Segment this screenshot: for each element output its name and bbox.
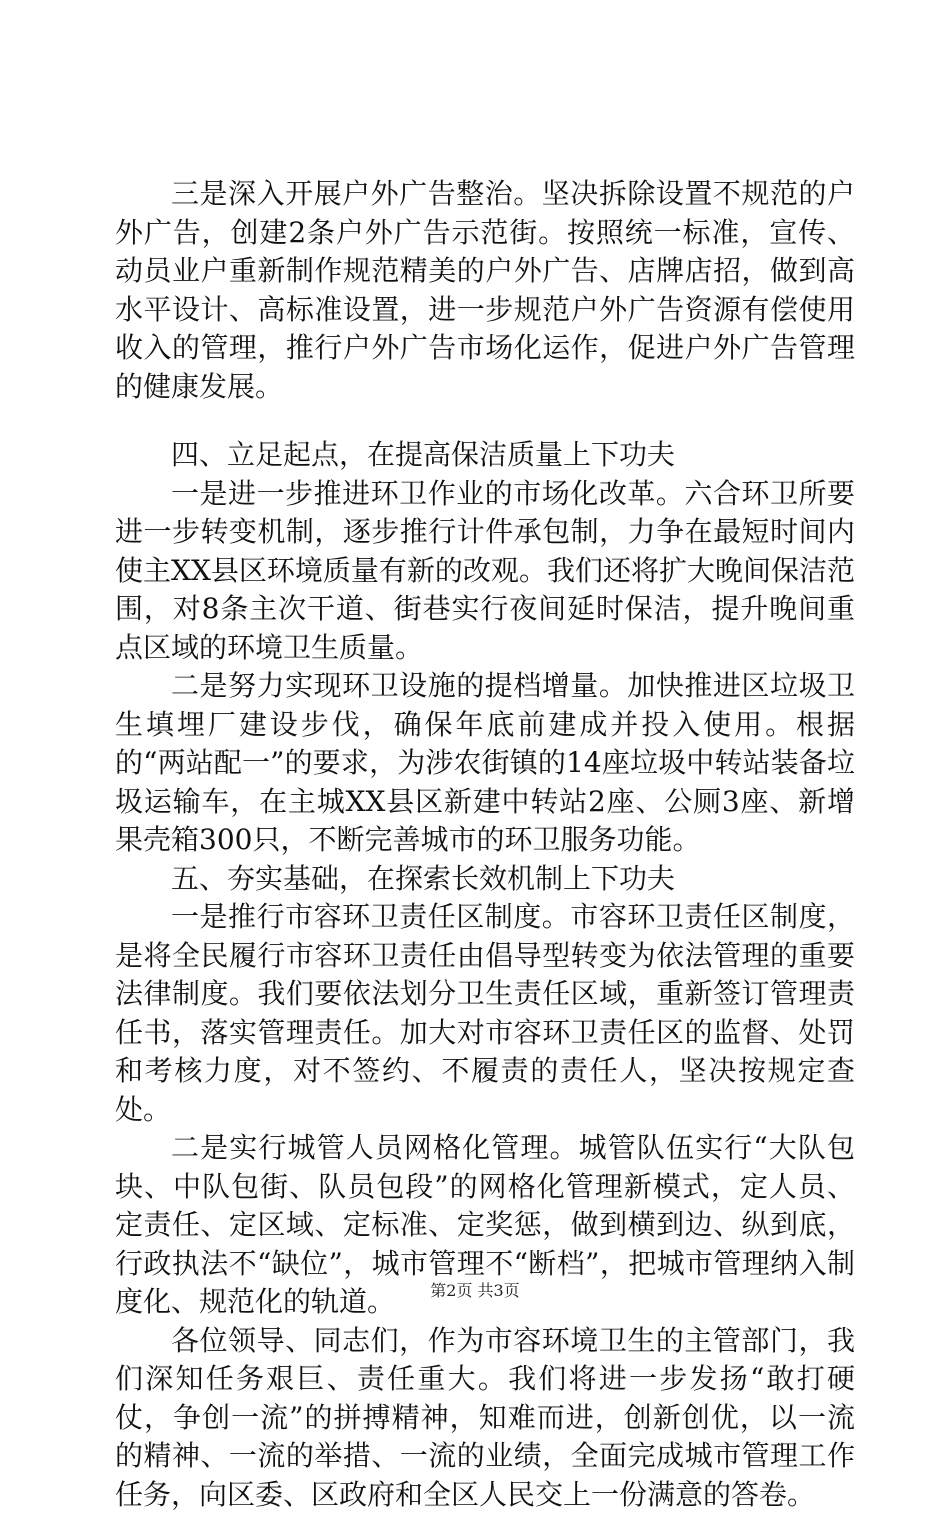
section-heading-mechanism: 五、夯实基础，在探索长效机制上下功夫 bbox=[115, 860, 855, 899]
paragraph-gap bbox=[115, 406, 855, 436]
paragraph-facilities: 二是努力实现环卫设施的提档增量。加快推进区垃圾卫生填埋厂建设步伐，确保年底前建成并投入使用。根据的“两站配一”的要求，为涉农街镇的14座垃圾中转站装备垃圾运输车，在主城XX县区新建中转站2座、公厕3座、新增果壳箱300只，不断完善城市的环卫服务功能。 bbox=[115, 667, 855, 860]
section-heading-cleaning: 四、立足起点，在提高保洁质量上下功夫 bbox=[115, 436, 855, 475]
paragraph-market-reform: 一是进一步推进环卫作业的市场化改革。六合环卫所要进一步转变机制，逐步推行计件承包制，力争在最短时间内使主XX县区环境质量有新的改观。我们还将扩大晚间保洁范围，对8条主次干道、街巷实行夜间延时保洁，提升晚间重点区域的环境卫生质量。 bbox=[115, 475, 855, 668]
paragraph-grid-management: 二是实行城管人员网格化管理。城管队伍实行“大队包块、中队包街、队员包段”的网格化管理新模式，定人员、定责任、定区域、定标准、定奖惩，做到横到边、纵到底，行政执法不“缺位”，城市管理不“断档”，把城市管理纳入制度化、规范化的轨道。 bbox=[115, 1129, 855, 1322]
paragraph-outdoor-ads: 三是深入开展户外广告整治。坚决拆除设置不规范的户外广告，创建2条户外广告示范街。按照统一标准，宣传、动员业户重新制作规范精美的户外广告、店牌店招，做到高水平设计、高标准设置，进一步规范户外广告资源有偿使用收入的管理，推行户外广告市场化运作，促进户外广告管理的健康发展。 bbox=[115, 175, 855, 406]
paragraph-responsibility-zones: 一是推行市容环卫责任区制度。市容环卫责任区制度，是将全民履行市容环卫责任由倡导型转变为依法管理的重要法律制度。我们要依法划分卫生责任区域，重新签订管理责任书，落实管理责任。加大对市容环卫责任区的监督、处罚和考核力度，对不签约、不履责的责任人，坚决按规定查处。 bbox=[115, 898, 855, 1129]
paragraph-closing: 各位领导、同志们，作为市容环境卫生的主管部门，我们深知任务艰巨、责任重大。我们将进一步发扬“敢打硬仗，争创一流”的拼搏精神，知难而进，创新创优，以一流的精神、一流的举措、一流的业绩，全面完成城市管理工作任务，向区委、区政府和全区人民交上一份满意的答卷。 bbox=[115, 1322, 855, 1514]
document-body bbox=[115, 175, 855, 1514]
page-footer: 第2页 共3页 bbox=[0, 1278, 950, 1301]
